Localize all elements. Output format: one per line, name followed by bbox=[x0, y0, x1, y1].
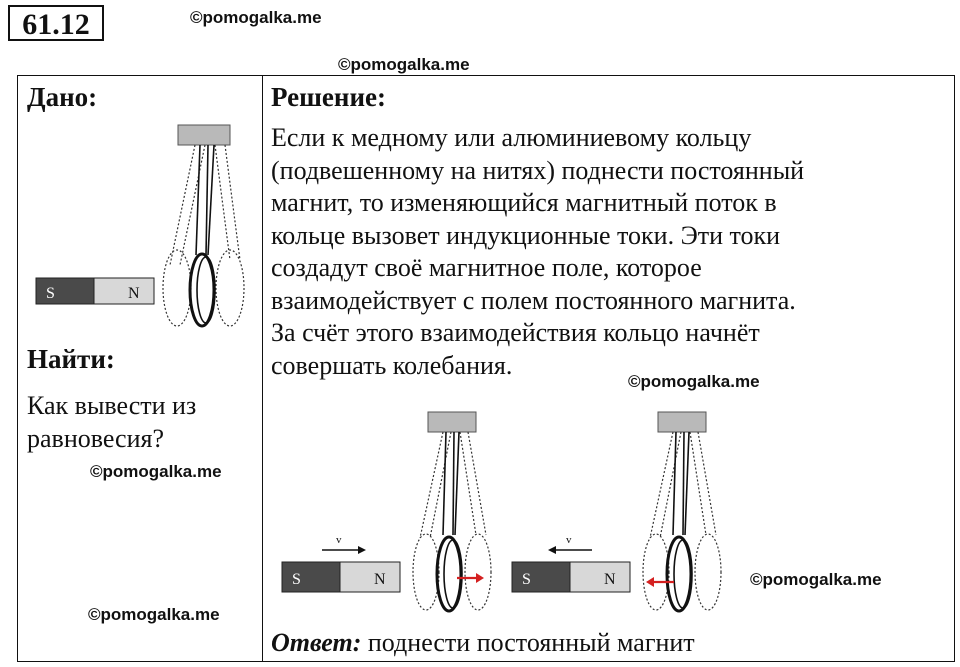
watermark: ©pomogalka.me bbox=[190, 8, 322, 27]
given-figure bbox=[30, 120, 260, 330]
magnet-south-label: S bbox=[522, 571, 531, 588]
solution-heading: Решение: bbox=[271, 82, 386, 112]
velocity-label: v bbox=[336, 534, 342, 546]
watermark: ©pomogalka.me bbox=[750, 570, 882, 589]
given-heading: Дано: bbox=[27, 82, 98, 112]
solution-line: магнит, то изменяющийся магнитный поток в bbox=[271, 188, 777, 217]
find-question: Как вывести из равновесия? bbox=[27, 391, 197, 453]
answer-label: Ответ: bbox=[271, 628, 362, 657]
magnet-north-label: N bbox=[128, 285, 140, 302]
magnet-north-label: N bbox=[374, 571, 386, 588]
solution-figure-retreat bbox=[508, 410, 738, 615]
solution-line: совершать колебания. bbox=[271, 350, 513, 380]
answer-text: поднести постоянный магнит bbox=[367, 628, 695, 657]
watermark: ©pomogalka.me bbox=[90, 462, 222, 481]
watermark: ©pomogalka.me bbox=[338, 55, 470, 74]
magnet-north-label: N bbox=[604, 571, 616, 588]
answer bbox=[271, 628, 695, 658]
magnet-south-label: S bbox=[46, 285, 55, 302]
solution-figure-approach bbox=[278, 410, 508, 615]
solution-line: Если к медному или алюминиевому кольцу bbox=[271, 123, 752, 152]
find-heading: Найти: bbox=[27, 344, 115, 374]
column-divider bbox=[262, 75, 263, 662]
magnet-south-label: S bbox=[292, 571, 301, 588]
solution-line: взаимодействует с полем постоянного магнита. bbox=[271, 285, 796, 315]
solution-line: За счёт этого взаимодействия кольцо начнёт bbox=[271, 318, 760, 347]
solution-line: создадут своё магнитное поле, которое bbox=[271, 253, 702, 282]
problem-number: 61.12 bbox=[8, 5, 104, 41]
solution-text bbox=[271, 122, 951, 382]
watermark: ©pomogalka.me bbox=[628, 372, 760, 391]
watermark: ©pomogalka.me bbox=[88, 605, 220, 624]
velocity-label: v bbox=[566, 534, 572, 546]
solution-line: кольце вызовет индукционные токи. Эти токи bbox=[271, 220, 781, 250]
solution-line: (подвешенному на нитях) поднести постоянный bbox=[271, 155, 805, 185]
